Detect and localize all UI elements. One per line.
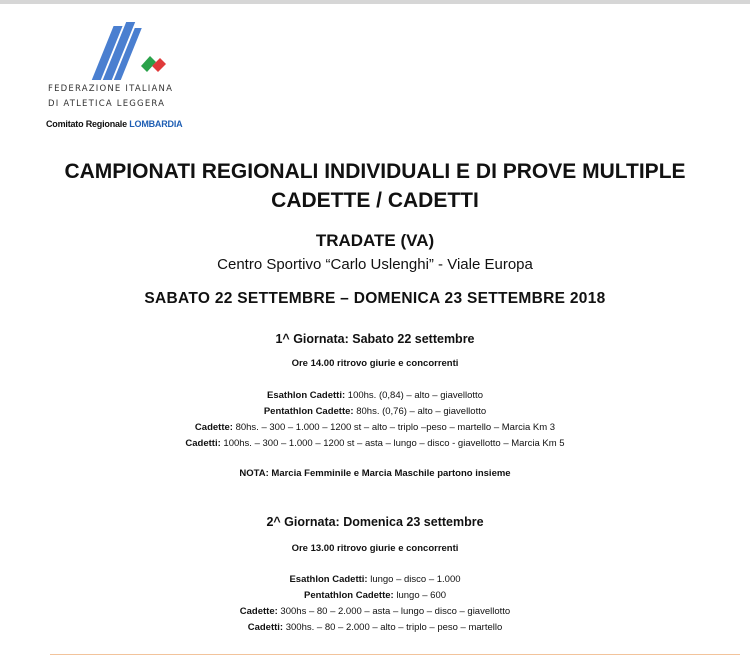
location-venue: Centro Sportivo “Carlo Uslenghi” - Viale Europa xyxy=(217,256,533,273)
event-label: Cadetti: xyxy=(247,622,284,633)
event-list: 300hs – 80 – 2.000 – asta – lungo – disco – giavellotto xyxy=(277,606,511,617)
event-list: lungo – 600 xyxy=(393,590,447,601)
day1-event-row xyxy=(0,406,750,417)
fidal-logo-icon xyxy=(86,20,166,80)
event-label: Pentathlon Cadette: xyxy=(303,590,394,601)
event-list: 80hs. – 300 – 1.000 – 1200 st – alto – triplo –peso – martello – Marcia Km 3 xyxy=(232,422,556,433)
day2-event-row xyxy=(0,622,750,633)
day2-heading: 2^ Giornata: Domenica 23 settembre xyxy=(266,515,484,529)
event-label: Esathlon Cadetti: xyxy=(267,390,346,401)
event-label: Esathlon Cadetti: xyxy=(289,574,368,585)
title-line1: CAMPIONATI REGIONALI INDIVIDUALI E DI PROVE MULTIPLE xyxy=(64,160,686,183)
logo-committee-label: Comitato Regionale xyxy=(46,119,127,129)
event-label: Cadetti: xyxy=(185,438,221,449)
logo-committee xyxy=(46,119,182,129)
day1-meeting: Ore 14.00 ritrovo giurie e concorrenti xyxy=(291,358,459,369)
title-line2: CADETTE / CADETTI xyxy=(271,189,479,212)
bottom-divider xyxy=(50,654,740,655)
logo-federation-line2: DI ATLETICA LEGGERA xyxy=(48,99,166,109)
fidal-logo xyxy=(40,18,210,138)
day1-event-row xyxy=(0,438,750,449)
event-list: 100hs. (0,84) – alto – giavellotto xyxy=(345,390,483,401)
day1-note: NOTA: Marcia Femminile e Marcia Maschile partono insieme xyxy=(239,468,511,479)
day2-meeting: Ore 13.00 ritrovo giurie e concorrenti xyxy=(291,543,459,554)
event-label: Cadette: xyxy=(194,422,233,433)
logo-committee-region: LOMBARDIA xyxy=(129,119,183,129)
event-list: lungo – disco – 1.000 xyxy=(367,574,461,585)
event-dates: SABATO 22 SETTEMBRE – DOMENICA 23 SETTEMBRE 2018 xyxy=(144,290,606,307)
day2-event-row xyxy=(0,574,750,585)
event-label: Cadette: xyxy=(239,606,278,617)
day1-event-row xyxy=(0,390,750,401)
logo-federation-line1: FEDERAZIONE ITALIANA xyxy=(48,84,174,94)
location-city: TRADATE (VA) xyxy=(315,231,435,250)
event-label: Pentathlon Cadette: xyxy=(263,406,354,417)
day1-heading: 1^ Giornata: Sabato 22 settembre xyxy=(275,332,475,346)
window-top-edge xyxy=(0,0,750,4)
event-list: 100hs. – 300 – 1.000 – 1200 st – asta – lungo – disco - giavellotto – Marcia Km 5 xyxy=(220,438,565,449)
event-list: 300hs. – 80 – 2.000 – alto – triplo – peso – martello xyxy=(283,622,503,633)
event-list: 80hs. (0,76) – alto – giavellotto xyxy=(353,406,487,417)
day2-event-row xyxy=(0,606,750,617)
day2-event-row xyxy=(0,590,750,601)
day1-event-row xyxy=(0,422,750,433)
